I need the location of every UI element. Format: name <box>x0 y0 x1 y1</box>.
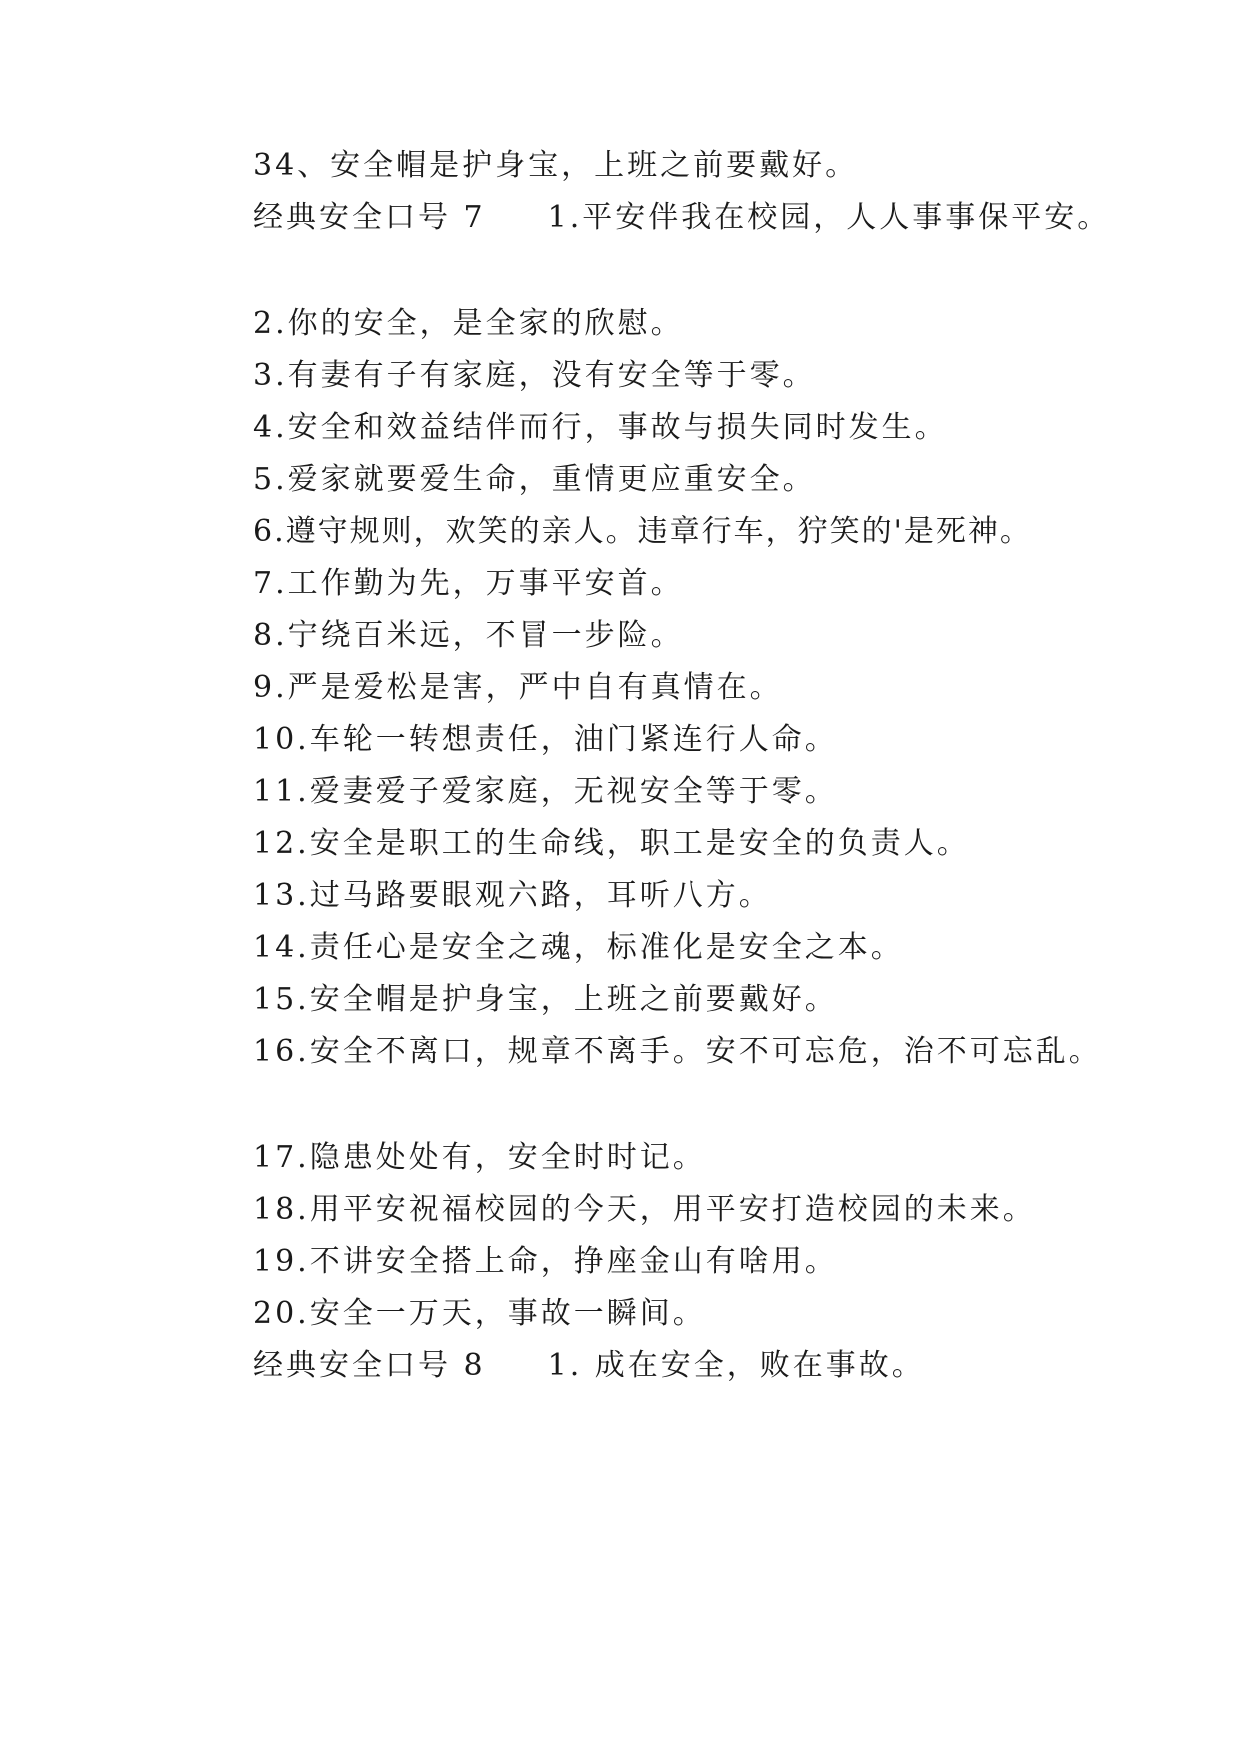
paragraph-text: 9.严是爱松是害，严中自有真情在。 <box>253 670 783 705</box>
paragraph-14 <box>190 919 1113 977</box>
paragraph-text: 1.平安伴我在校园，人人事事保平安。 <box>547 200 1111 235</box>
paragraph-12 <box>190 815 1113 873</box>
paragraph-text: 34、安全帽是护身宝，上班之前要戴好。 <box>253 148 859 183</box>
paragraph-text: 12.安全是职工的生命线，职工是安全的负责人。 <box>253 826 970 861</box>
paragraph-text: 7.工作勤为先，万事平安首。 <box>253 566 684 601</box>
paragraph-10 <box>190 711 1113 769</box>
paragraph-2 <box>190 295 1113 353</box>
paragraph-text: 5.爱家就要爱生命，重情更应重安全。 <box>253 462 816 497</box>
paragraph-20 <box>190 1285 1113 1343</box>
paragraph-text: 8.宁绕百米远，不冒一步险。 <box>253 618 684 653</box>
paragraph-11 <box>190 763 1113 821</box>
paragraph-text: 13.过马路要眼观六路，耳听八方。 <box>253 878 772 913</box>
section-heading-label: 经典安全口号 7 <box>253 200 486 235</box>
section-heading-label: 经典安全口号 8 <box>253 1348 486 1383</box>
paragraph-text: 17.隐患处处有，安全时时记。 <box>253 1140 706 1175</box>
paragraph-text: 11.爱妻爱子爱家庭，无视安全等于零。 <box>253 774 838 809</box>
paragraph-text: 4.安全和效益结伴而行，事故与损失同时发生。 <box>253 410 948 445</box>
paragraph-text: 3.有妻有子有家庭，没有安全等于零。 <box>253 358 816 393</box>
section-heading-8 <box>190 1337 1113 1395</box>
paragraph-text: 1. 成在安全，败在事故。 <box>547 1348 925 1383</box>
paragraph-9 <box>190 659 1113 717</box>
paragraph-19 <box>190 1233 1113 1291</box>
paragraph-text: 2.你的安全，是全家的欣慰。 <box>253 306 684 341</box>
section-heading-7 <box>190 189 1113 247</box>
paragraph-17 <box>190 1129 1113 1187</box>
paragraph-text: 18.用平安祝福校园的今天，用平安打造校园的未来。 <box>253 1192 1036 1227</box>
paragraph-text: 20.安全一万天，事故一瞬间。 <box>253 1296 706 1331</box>
paragraph-text: 10.车轮一转想责任，油门紧连行人命。 <box>253 722 838 757</box>
paragraph-5 <box>190 451 1113 509</box>
paragraph-15 <box>190 971 1113 1029</box>
paragraph-3 <box>190 347 1113 405</box>
paragraph-text: 16.安全不离口，规章不离手。安不可忘危，治不可忘乱。 <box>253 1034 1102 1069</box>
paragraph-18 <box>190 1181 1113 1239</box>
paragraph-text: 19.不讲安全搭上命，挣座金山有啥用。 <box>253 1244 838 1279</box>
paragraph-6 <box>190 503 1113 561</box>
paragraph-13 <box>190 867 1113 925</box>
paragraph-4 <box>190 399 1113 457</box>
paragraph-8 <box>190 607 1113 665</box>
paragraph-text: 15.安全帽是护身宝，上班之前要戴好。 <box>253 982 838 1017</box>
paragraph-text: 6.遵守规则，欢笑的亲人。违章行车，狞笑的'是死神。 <box>253 514 1032 549</box>
paragraph-16 <box>190 1023 1113 1081</box>
paragraph-text: 14.责任心是安全之魂，标准化是安全之本。 <box>253 930 904 965</box>
paragraph-34 <box>190 137 1113 195</box>
paragraph-7 <box>190 555 1113 613</box>
